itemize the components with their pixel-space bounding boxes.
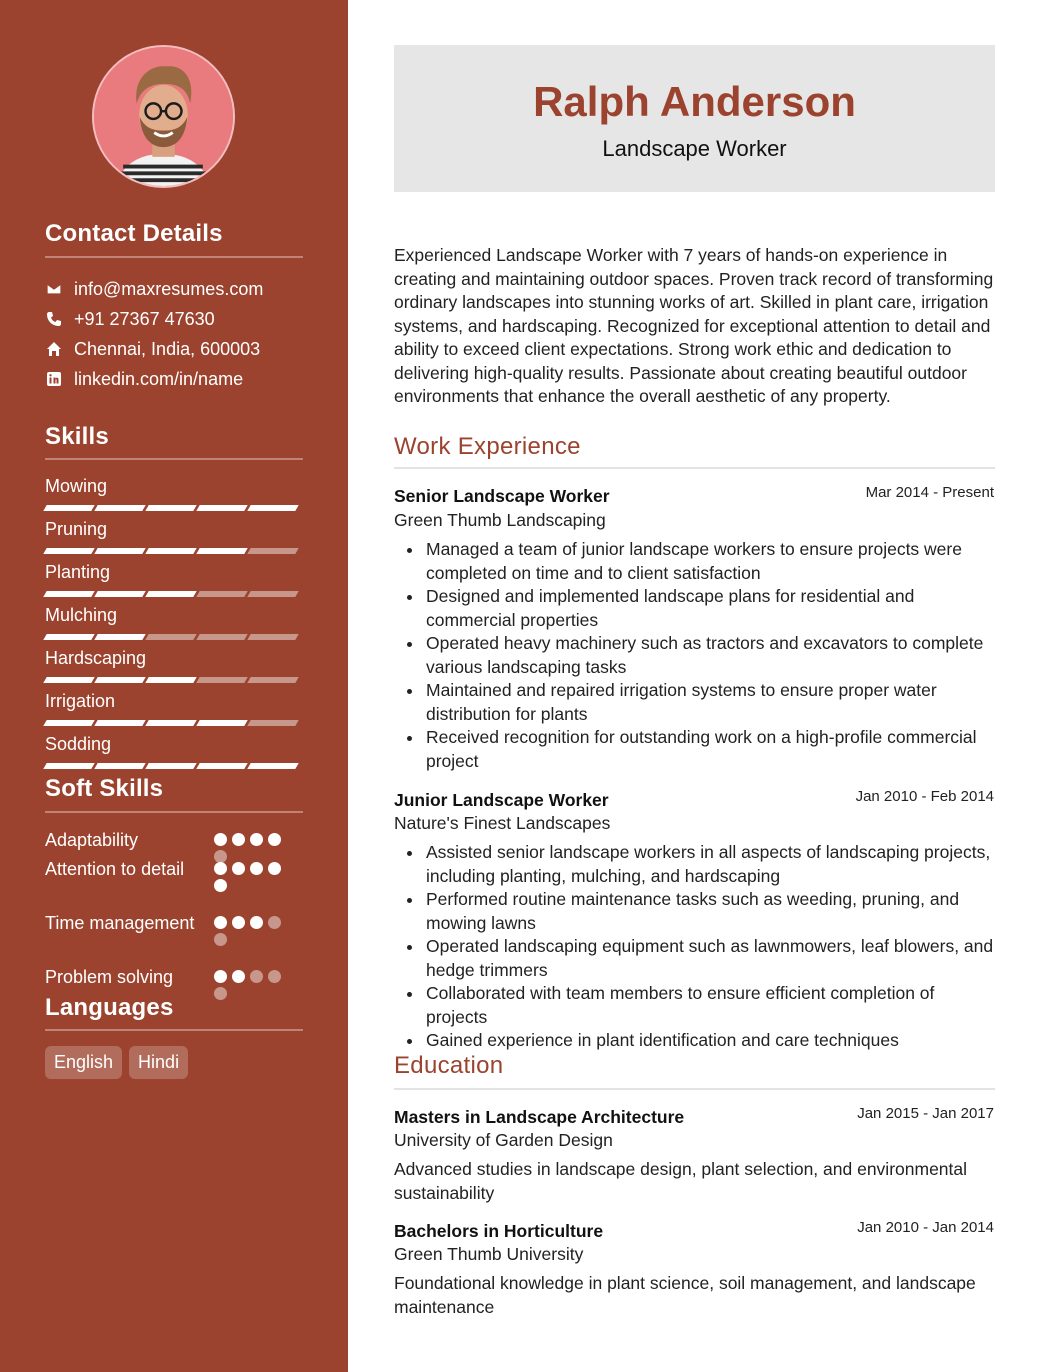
rating-dot-empty <box>214 933 227 946</box>
skills-heading: Skills <box>45 423 109 450</box>
rating-dot-filled <box>250 833 263 846</box>
soft-skill-rating <box>214 916 290 946</box>
degree-dates: Jan 2010 - Jan 2014 <box>857 1219 994 1236</box>
profile-photo <box>92 45 235 188</box>
skill-segment-filled <box>145 548 196 554</box>
skill-segment-filled <box>94 677 145 683</box>
job-bullet: Performed routine maintenance tasks such as weeding, pruning, and mowing lawns <box>404 888 998 935</box>
skill-segment-filled <box>43 505 94 511</box>
skill-segment-filled <box>43 763 94 769</box>
soft-skill-name: Problem solving <box>45 967 174 987</box>
skill-name: Mowing <box>45 476 108 496</box>
skill-segment-empty <box>247 548 298 554</box>
skill-segment-filled <box>196 720 247 726</box>
skill-segment-filled <box>196 548 247 554</box>
job-dates: Mar 2014 - Present <box>865 484 994 501</box>
soft-skills-divider <box>45 811 303 813</box>
rating-dot-empty <box>214 987 227 1000</box>
soft-skill-rating <box>214 970 290 1000</box>
degree-title: Masters in Landscape Architecture <box>394 1107 685 1127</box>
languages-list <box>45 1046 188 1079</box>
job-bullet: Managed a team of junior landscape workers to ensure projects were completed on time and to client satisfaction <box>404 538 998 585</box>
contact-details-heading: Contact Details <box>45 220 223 247</box>
contact-address-text: Chennai, India, 600003 <box>74 338 261 359</box>
soft-skill-name: Attention to detail <box>45 859 185 879</box>
rating-dot-filled <box>214 916 227 929</box>
skill-segment-filled <box>94 591 145 597</box>
skill-segment-filled <box>145 505 196 511</box>
skill-segment-empty <box>196 677 247 683</box>
degree-description: Advanced studies in landscape design, plant selection, and environmental sustainability <box>394 1159 968 1203</box>
skill-level-bar <box>45 763 303 769</box>
languages-heading: Languages <box>45 994 174 1021</box>
rating-dot-filled <box>250 916 263 929</box>
skill-name: Sodding <box>45 734 112 754</box>
rating-dot-filled <box>232 916 245 929</box>
job-company: Green Thumb Landscaping <box>394 510 606 530</box>
job-bullet: Operated landscaping equipment such as lawnmowers, leaf blowers, and hedge trimmers <box>404 935 998 982</box>
skill-segment-filled <box>247 505 298 511</box>
job-bullet: Maintained and repaired irrigation systems to ensure proper water distribution for plants <box>404 679 998 726</box>
candidate-title: Landscape Worker <box>602 136 787 161</box>
candidate-name: Ralph Anderson <box>533 78 856 125</box>
rating-dot-empty <box>268 970 281 983</box>
skill-segment-filled <box>94 720 145 726</box>
rating-dot-filled <box>232 833 245 846</box>
degree-school: Green Thumb University <box>394 1244 584 1264</box>
skill-segment-filled <box>43 591 94 597</box>
skill-segment-filled <box>196 505 247 511</box>
soft-skills-heading: Soft Skills <box>45 775 164 802</box>
soft-skill-name: Time management <box>45 913 195 933</box>
contact-linkedin[interactable] <box>45 367 243 391</box>
rating-dot-filled <box>214 879 227 892</box>
skill-level-bar <box>45 505 303 511</box>
job-title: Senior Landscape Worker <box>394 486 610 506</box>
skill-segment-filled <box>43 720 94 726</box>
skill-segment-filled <box>145 720 196 726</box>
profile-photo-illustration <box>94 47 233 186</box>
languages-divider <box>45 1029 303 1031</box>
rating-dot-filled <box>232 862 245 875</box>
skill-segment-empty <box>247 591 298 597</box>
rating-dot-filled <box>214 862 227 875</box>
job-bullet: Assisted senior landscape workers in all aspects of landscaping projects, including planting, mulching, and hardscaping <box>404 841 998 888</box>
skill-segment-filled <box>247 763 298 769</box>
skill-name: Hardscaping <box>45 648 147 668</box>
contact-divider <box>45 256 303 258</box>
skill-level-bar <box>45 548 303 554</box>
rating-dot-empty <box>250 970 263 983</box>
skill-level-bar <box>45 634 303 640</box>
job-bullets <box>404 538 998 773</box>
skill-name: Irrigation <box>45 691 116 711</box>
home-icon <box>45 340 63 358</box>
skill-segment-empty <box>145 634 196 640</box>
job-bullet: Collaborated with team members to ensure efficient completion of projects <box>404 982 998 1029</box>
soft-skill-name: Adaptability <box>45 830 139 850</box>
skill-name: Pruning <box>45 519 108 539</box>
education-divider <box>394 1088 995 1090</box>
degree-school: University of Garden Design <box>394 1130 613 1150</box>
rating-dot-filled <box>250 862 263 875</box>
language-tag: English <box>45 1046 122 1079</box>
phone-icon <box>45 310 63 328</box>
education-heading: Education <box>394 1052 504 1079</box>
skill-segment-filled <box>145 763 196 769</box>
email-icon <box>45 280 63 298</box>
soft-skill-rating <box>214 862 290 892</box>
contact-address <box>45 337 260 361</box>
job-company: Nature's Finest Landscapes <box>394 813 611 833</box>
skill-segment-filled <box>145 591 196 597</box>
skill-name: Mulching <box>45 605 118 625</box>
skill-level-bar <box>45 720 303 726</box>
job-bullets <box>404 841 998 1053</box>
contact-phone-text: +91 27367 47630 <box>74 308 215 329</box>
work-experience-divider <box>394 467 995 469</box>
skill-level-bar <box>45 677 303 683</box>
skill-segment-empty <box>196 591 247 597</box>
skill-segment-empty <box>247 720 298 726</box>
sidebar <box>0 0 348 1372</box>
skill-name: Planting <box>45 562 111 582</box>
skill-segment-filled <box>94 634 145 640</box>
job-bullet: Gained experience in plant identification and care techniques <box>404 1029 998 1053</box>
contact-email-text: info@maxresumes.com <box>74 278 264 299</box>
skill-segment-empty <box>196 634 247 640</box>
skill-segment-filled <box>145 677 196 683</box>
skill-segment-filled <box>94 505 145 511</box>
job-bullet: Designed and implemented landscape plans for residential and commercial properties <box>404 585 998 632</box>
rating-dot-filled <box>232 970 245 983</box>
contact-phone[interactable] <box>45 307 215 331</box>
linkedin-icon <box>45 370 63 388</box>
skill-segment-filled <box>94 548 145 554</box>
skill-segment-filled <box>94 763 145 769</box>
skill-segment-empty <box>247 677 298 683</box>
skill-segment-filled <box>43 548 94 554</box>
skill-level-bar <box>45 591 303 597</box>
rating-dot-filled <box>214 833 227 846</box>
job-title: Junior Landscape Worker <box>394 790 609 810</box>
degree-dates: Jan 2015 - Jan 2017 <box>857 1105 994 1122</box>
degree-description: Foundational knowledge in plant science, soil management, and landscape maintenance <box>394 1273 976 1317</box>
rating-dot-filled <box>268 833 281 846</box>
skill-segment-filled <box>196 763 247 769</box>
name-header <box>394 45 995 192</box>
skills-divider <box>45 458 303 460</box>
job-bullet: Received recognition for outstanding work on a high-profile commercial project <box>404 726 998 773</box>
rating-dot-filled <box>214 970 227 983</box>
skill-segment-filled <box>43 634 94 640</box>
rating-dot-filled <box>268 862 281 875</box>
soft-skill-rating <box>214 833 290 863</box>
contact-email[interactable] <box>45 277 263 301</box>
language-tag: Hindi <box>129 1046 188 1079</box>
skill-segment-filled <box>43 677 94 683</box>
skill-segment-empty <box>247 634 298 640</box>
job-bullet: Operated heavy machinery such as tractors and excavators to complete various landscaping tasks <box>404 632 998 679</box>
degree-title: Bachelors in Horticulture <box>394 1221 604 1241</box>
job-dates: Jan 2010 - Feb 2014 <box>855 788 994 805</box>
rating-dot-empty <box>268 916 281 929</box>
work-experience-heading: Work Experience <box>394 433 581 460</box>
contact-linkedin-text: linkedin.com/in/name <box>74 368 244 389</box>
profile-summary: Experienced Landscape Worker with 7 years of hands-on experience in creating and maintaining outdoor spaces. Proven track record of transforming ordinary landscapes into stunning works of art. Skilled in plant care, irrigation systems, and hardscaping. Recognized for exceptional attention to detail and ability to exceed client expectations. Strong work ethic and dedication to delivering high-quality results. Passionate about creating beautiful outdoor environments that enhance the overall aesthetic of any property. <box>394 245 994 406</box>
